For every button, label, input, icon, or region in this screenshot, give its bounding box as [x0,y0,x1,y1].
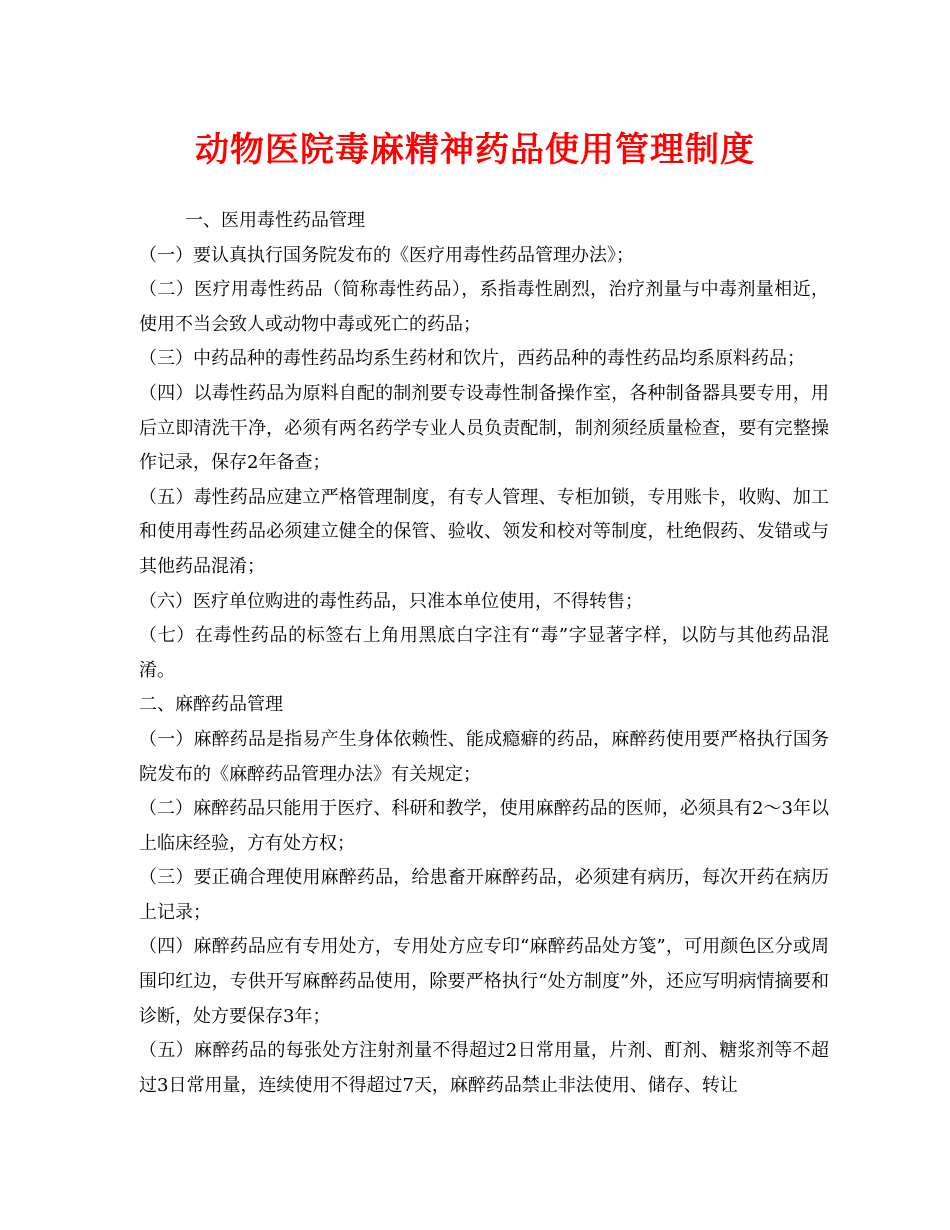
document-title: 动物医院毒麻精神药品使用管理制度 [195,130,755,170]
paragraph: （四）麻醉药品应有专用处方，专用处方应专印“麻醉药品处方笺”，可用颜色区分或周围印红边，专供开写麻醉药品使用，除要严格执行“处方制度”外，还应写明病情摘要和诊断，处方要保存3年； [139,936,829,1027]
paragraph: （七）在毒性药品的标签右上角用黑底白字注有“毒”字显著字样，以防与其他药品混淆。 [139,625,829,681]
paragraph: （五）麻醉药品的每张处方注射剂量不得超过2日常用量，片剂、酊剂、糖浆剂等不超过3日常用量，连续使用不得超过7天，麻醉药品禁止非法使用、储存、转让 [139,1040,829,1096]
paragraph: （四）以毒性药品为原料自配的制剂要专设毒性制备操作室，各种制备器具要专用，用后立即清洗干净，必须有两名药学专业人员负责配制，制剂须经质量检查，要有完整操作记录，保存2年备查； [139,382,829,474]
paragraph: （三）要正确合理使用麻醉药品，给患畜开麻醉药品，必须建有病历，每次开药在病历上记录； [139,867,829,923]
section-heading-narcotic-drugs: 二、麻醉药品管理 [139,694,283,716]
paragraph: （五）毒性药品应建立严格管理制度，有专人管理、专柜加锁，专用账卡，收购、加工和使用毒性药品必须建立健全的保管、验收、领发和校对等制度，杜绝假药、发错或与其他药品混淆； [139,486,829,577]
document-body [139,204,829,1103]
paragraph: （六）医疗单位购进的毒性药品，只准本单位使用，不得转售； [139,590,643,612]
paragraph: （二）医疗用毒性药品（简称毒性药品），系指毒性剧烈，治疗剂量与中毒剂量相近，使用不当会致人或动物中毒或死亡的药品； [139,279,829,335]
paragraph: （二）麻醉药品只能用于医疗、科研和教学，使用麻醉药品的医师，必须具有2～3年以上临床经验，方有处方权； [139,798,829,854]
paragraph: （三）中药品种的毒性药品均系生药材和饮片，西药品种的毒性药品均系原料药品； [139,348,805,370]
paragraph: （一）要认真执行国务院发布的《医疗用毒性药品管理办法》； [139,244,634,266]
section-heading-toxic-drugs: 一、医用毒性药品管理 [185,210,365,231]
paragraph: （一）麻醉药品是指易产生身体依赖性、能成瘾癖的药品，麻醉药使用要严格执行国务院发布的《麻醉药品管理办法》有关规定； [139,728,829,785]
